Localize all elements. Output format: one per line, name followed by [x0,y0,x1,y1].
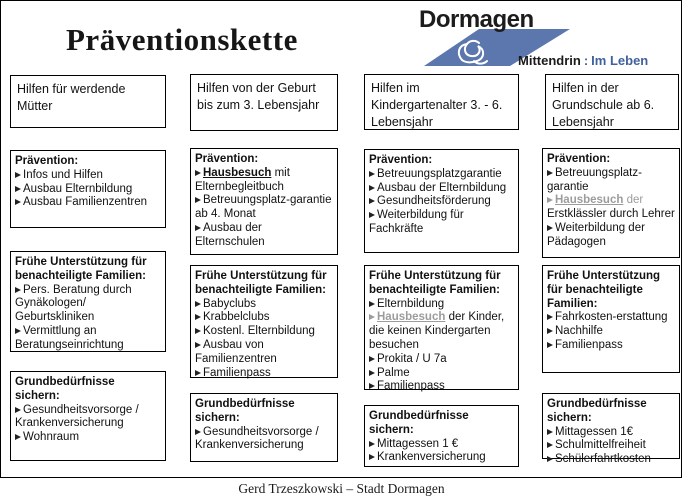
text-segment: Mittagessen 1€ [555,425,633,438]
bullet-item [369,353,514,367]
bullet-item [15,431,161,445]
box-heading: Grundbedürfnisse sichern: [195,398,295,424]
bullet-item [547,311,675,325]
text-segment: Infos und Hilfen [23,168,103,181]
text-segment: Gesundheitsvorsorge / Krankenversicherung [15,403,139,430]
bullet-item [369,311,514,352]
bullet-item [547,426,675,440]
bullet-item [369,182,514,196]
bullet-list [195,426,333,454]
bullet-item [369,367,514,381]
arrow-bullet-icon [369,356,375,362]
text-segment: Pers. Beratung durch Gynäkologen/ Geburtskliniken [15,283,132,324]
bullet-item [15,284,161,325]
arrow-bullet-icon [195,370,201,376]
bullet-list [369,438,514,466]
bullet-item [15,169,161,183]
bullet-item [15,196,161,210]
content-box [10,371,166,461]
content-box [10,251,166,352]
bullet-list [15,169,161,210]
bullet-item [195,167,333,195]
bullet-item [369,298,514,312]
column-header-label: Hilfen von der Geburt bis zum 3. Lebensjahr [197,81,320,112]
text-segment: Krabbelclubs [203,311,270,324]
arrow-bullet-icon [369,171,375,177]
box-heading: Grundbedürfnisse sichern: [547,398,647,424]
bullet-list [15,284,161,353]
arrow-bullet-icon [369,198,375,204]
arrow-bullet-icon [195,301,201,307]
text-segment: Erstklässler durch Lehrer [547,208,675,221]
arrow-bullet-icon [15,407,21,413]
bullet-item [195,367,333,381]
bullet-item [369,168,514,182]
bullet-list [369,298,514,395]
arrow-bullet-icon [195,342,201,348]
bullet-item [15,183,161,197]
column-header-label: Hilfen im Kindergartenalter 3. - 6. Lebensjahr [371,81,503,129]
text-segment: Familienpass [555,338,623,351]
arrow-bullet-icon [369,212,375,218]
text-segment: der [623,194,644,207]
text-segment: Schülerfahrtkosten [555,453,651,466]
arrow-bullet-icon [195,328,201,334]
bullet-list [547,167,675,250]
box-heading: Frühe Unterstützung für benachteiligte Familien: [195,270,327,296]
column-header-box [10,75,166,128]
content-box [542,148,680,258]
arrow-bullet-icon [369,370,375,376]
bullet-item [195,426,333,454]
arrow-bullet-icon [369,185,375,191]
text-segment: Babyclubs [203,297,257,310]
content-box [190,148,338,255]
bullet-list [369,168,514,237]
arrow-bullet-icon [547,197,553,203]
text-segment: Hausbesuch [377,311,446,324]
bullet-item [195,311,333,325]
bullet-list [195,167,333,250]
content-box [364,149,519,253]
arrow-bullet-icon [547,314,553,320]
content-box [364,405,519,467]
text-segment: Gesundheitsvorsorge / Krankenversicherung [195,425,319,452]
content-box [364,265,519,393]
bullet-item [547,339,675,353]
arrow-bullet-icon [369,301,375,307]
arrow-bullet-icon [547,456,553,462]
bullet-item [15,325,161,353]
bullet-item [547,194,675,222]
bullet-item [369,380,514,394]
arrow-bullet-icon [15,434,21,440]
text-segment: der Kinder, die keinen Kindergarten besuchen [369,311,505,351]
box-heading: Grundbedürfnisse sichern: [15,376,115,402]
arrow-bullet-icon [195,429,201,435]
bullet-list [15,404,161,445]
arrow-bullet-icon [15,172,21,178]
column-header-label: Hilfen in der Grundschule ab 6. Lebensjahr [552,81,655,129]
arrow-bullet-icon [195,197,201,203]
text-segment: Hausbesuch [203,166,272,179]
bullet-item [369,451,514,465]
box-heading: Frühe Unterstützung für benachteiligte Familien: [15,256,147,282]
text-segment: Nachhilfe [555,325,603,338]
logo-tagline [518,53,648,68]
box-heading: Grundbedürfnisse sichern: [369,410,469,436]
content-box [190,393,338,462]
text-segment: Prokita / U 7a [377,352,447,365]
tagline-right: Im Leben [591,53,649,68]
content-box [542,393,680,466]
arrow-bullet-icon [15,328,21,334]
text-segment: Ausbau Elternbildung [23,182,133,195]
box-heading: Prävention: [369,154,433,166]
bullet-item [547,453,675,467]
text-segment: Gesundheitsförderung [377,195,491,208]
box-heading: Frühe Unterstützung für benachteiligte Familien: [369,270,501,296]
arrow-bullet-icon [547,442,553,448]
bullet-item [15,404,161,432]
text-segment: Weiterbildung für Fachkräfte [369,209,464,235]
bullet-item [547,439,675,453]
bullet-item [195,194,333,222]
content-box [190,265,338,378]
column-header-label: Hilfen für werdende Mütter [17,82,126,113]
tagline-separator: : [583,53,589,68]
arrow-bullet-icon [195,314,201,320]
arrow-bullet-icon [369,454,375,460]
arrow-bullet-icon [15,186,21,192]
bullet-item [195,325,333,339]
box-heading: Prävention: [195,153,259,165]
text-segment: Mittagessen 1 € [377,437,459,450]
text-segment: Familienpass [377,380,445,393]
arrow-bullet-icon [195,225,201,231]
footer-credit: Gerd Trzeszkowski – Stadt Dormagen [238,481,445,496]
text-segment: Schulmittelfreiheit [555,439,646,452]
content-box [542,265,680,373]
bullet-item [369,438,514,452]
logo-wordmark: Dormagen [419,6,534,33]
arrow-bullet-icon [547,225,553,231]
bullet-item [195,298,333,312]
arrow-bullet-icon [547,328,553,334]
bullet-list [547,311,675,352]
text-segment: Krankenversicherung [377,451,486,464]
text-segment: Ausbau der Elternbildung [377,181,507,194]
box-heading: Prävention: [547,153,611,165]
bullet-item [195,339,333,367]
text-segment: mit Elternbegleitbuch [195,166,290,193]
column-header-box [545,74,679,130]
text-segment: Ausbau der Elternschulen [195,221,265,248]
text-segment: Ausbau von Familienzentren [195,338,277,365]
arrow-bullet-icon [195,170,201,176]
text-segment: Palme [377,366,410,379]
arrow-bullet-icon [369,314,375,320]
bullet-item [547,222,675,250]
page-title: Präventionskette [66,22,298,57]
box-heading: Prävention: [15,155,79,167]
arrow-bullet-icon [547,429,553,435]
text-segment: Betreuungsplatz-garantie [547,166,642,193]
text-segment: Ausbau Familienzentren [23,196,148,209]
arrow-bullet-icon [369,441,375,447]
arrow-bullet-icon [547,342,553,348]
box-heading: Frühe Unterstützung für benachteiligte Familien: [547,270,661,310]
text-segment: Betreuungsplatzgarantie [377,167,502,180]
content-box [10,150,166,228]
text-segment: Hausbesuch [555,194,624,207]
text-segment: Familienpass [203,366,271,379]
column-header-box [364,74,519,130]
text-segment: Fahrkosten-erstattung [555,311,668,324]
bullet-item [547,167,675,195]
bullet-item [369,209,514,237]
bullet-item [369,195,514,209]
arrow-bullet-icon [369,383,375,389]
bullet-list [547,426,675,467]
tagline-left: Mittendrin [518,53,581,68]
text-segment: Weiterbildung der Pädagogen [547,221,645,248]
text-segment: Betreuungsplatz-garantie ab 4. Monat [195,194,332,221]
arrow-bullet-icon [547,170,553,176]
bullet-list [195,298,333,381]
bullet-item [195,222,333,250]
bullet-item [547,325,675,339]
arrow-bullet-icon [15,287,21,293]
text-segment: Vermittlung an Beratungseinrichtung [15,324,124,351]
arrow-bullet-icon [15,199,21,205]
column-header-box [190,74,338,131]
text-segment: Kostenl. Elternbildung [203,325,315,338]
text-segment: Elternbildung [377,297,445,310]
text-segment: Wohnraum [23,431,80,444]
